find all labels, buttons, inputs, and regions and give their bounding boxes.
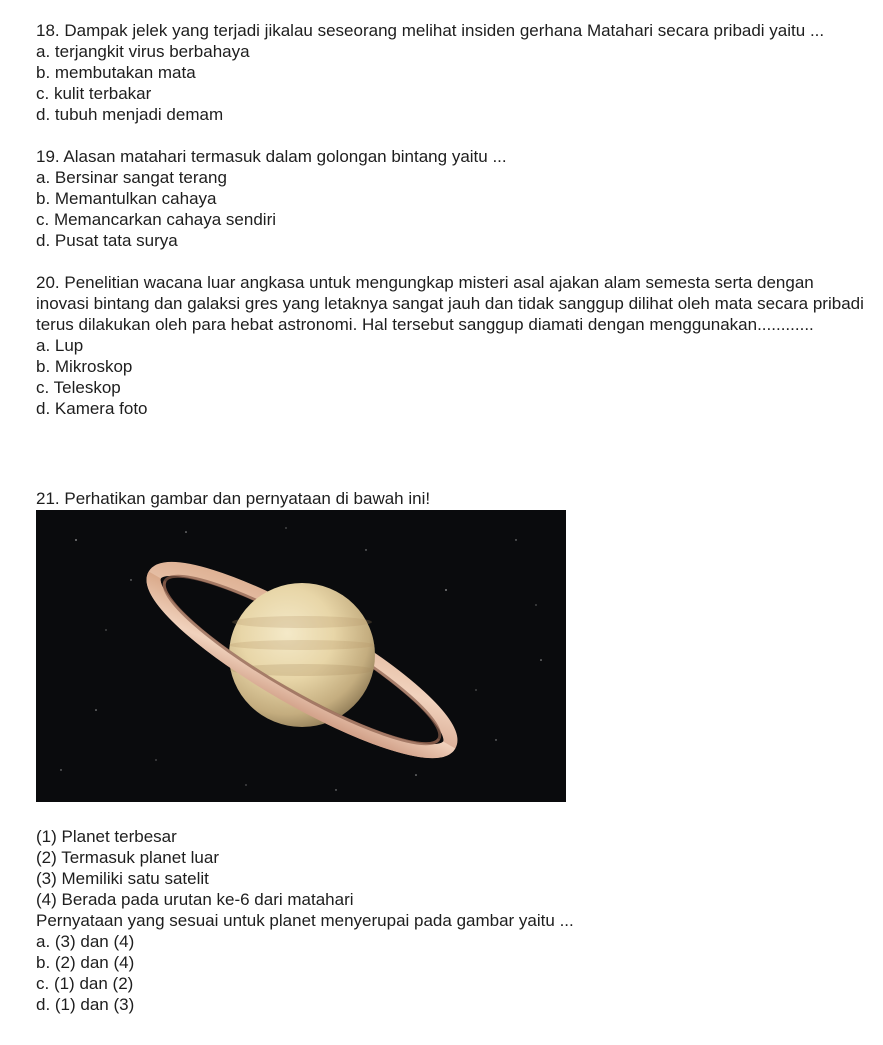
question-21-option-c: c. (1) dan (2) — [36, 974, 134, 993]
question-21-prompt: Pernyataan yang sesuai untuk planet menyerupai pada gambar yaitu ... — [36, 911, 574, 930]
saturn-illustration — [36, 510, 566, 802]
spacer — [36, 251, 866, 272]
question-21-statement-1: (1) Planet terbesar — [36, 827, 177, 846]
question-19-text: 19. Alasan matahari termasuk dalam golongan bintang yaitu ... — [36, 147, 507, 166]
question-20-text: 20. Penelitian wacana luar angkasa untuk mengungkap misteri asal ajakan alam semesta serta dengan inovasi bintang dan galaksi gres yang letaknya sangat jauh dan tidak sanggup dilihat oleh mata secara pribadi terus dilakukan oleh para hebat astronomi. Hal tersebut sanggup diamati dengan menggunakan............ — [36, 273, 864, 334]
question-21 — [36, 826, 866, 1015]
question-20-options — [36, 335, 866, 419]
question-21-option-b: b. (2) dan (4) — [36, 953, 135, 972]
question-21-text: 21. Perhatikan gambar dan pernyataan di bawah ini! — [36, 489, 431, 508]
question-18-option-d: d. tubuh menjadi demam — [36, 105, 224, 124]
questions-top — [36, 20, 866, 419]
question-18-option-b: b. membutakan mata — [36, 63, 196, 82]
question-21-option-d: d. (1) dan (3) — [36, 995, 135, 1014]
question-21-options — [36, 931, 866, 1015]
question-18-options — [36, 41, 866, 125]
question-20-option-b: b. Mikroskop — [36, 357, 133, 376]
question-19-options — [36, 167, 866, 251]
question-21-statement-4: (4) Berada pada urutan ke-6 dari matahari — [36, 890, 354, 909]
question-21-statements — [36, 826, 866, 910]
question-19-option-a: a. Bersinar sangat terang — [36, 168, 227, 187]
spacer — [36, 125, 866, 146]
question-21-statement-2: (2) Termasuk planet luar — [36, 848, 219, 867]
question-19-option-b: b. Memantulkan cahaya — [36, 189, 217, 208]
saturn-image — [36, 510, 566, 802]
question-18-text: 18. Dampak jelek yang terjadi jikalau seseorang melihat insiden gerhana Matahari secara pribadi yaitu ... — [36, 21, 825, 40]
question-20 — [36, 272, 866, 419]
question-18-option-a: a. terjangkit virus berbahaya — [36, 42, 250, 61]
question-19-option-d: d. Pusat tata surya — [36, 231, 178, 250]
question-18-option-c: c. kulit terbakar — [36, 84, 152, 103]
question-19-option-c: c. Memancarkan cahaya sendiri — [36, 210, 277, 229]
question-19 — [36, 146, 866, 251]
question-18 — [36, 20, 866, 125]
question-20-option-a: a. Lup — [36, 336, 84, 355]
question-20-option-c: c. Teleskop — [36, 378, 121, 397]
question-21-statement-3: (3) Memiliki satu satelit — [36, 869, 209, 888]
question-20-option-d: d. Kamera foto — [36, 399, 148, 418]
question-21-option-a: a. (3) dan (4) — [36, 932, 135, 951]
